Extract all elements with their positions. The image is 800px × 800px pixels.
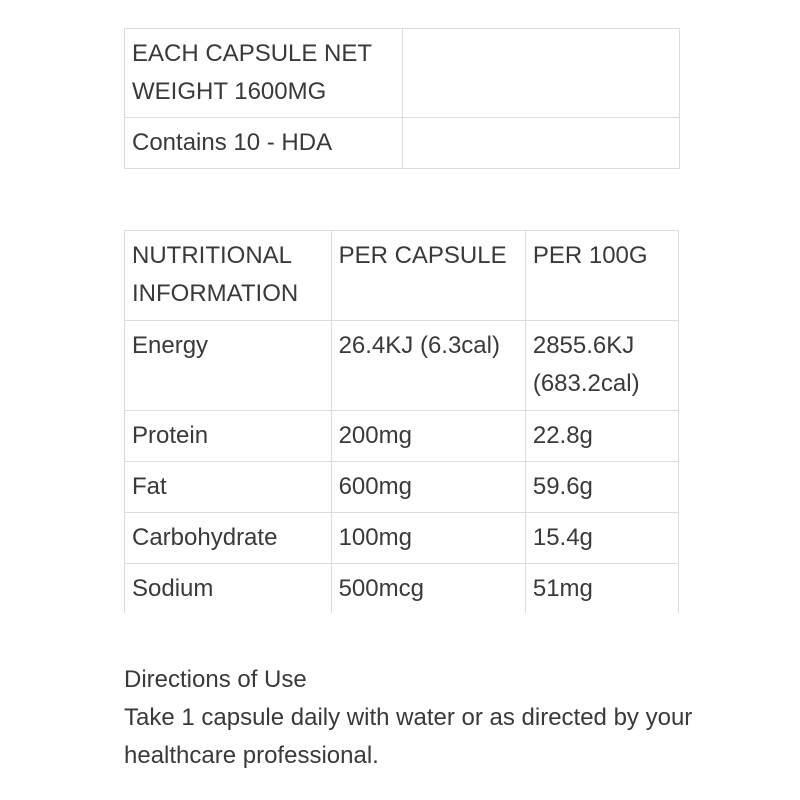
- net-weight-cell: EACH CAPSULE NET WEIGHT 1600MG: [125, 29, 403, 118]
- per-100g-value: 51mg: [525, 564, 678, 614]
- nutrition-table: [124, 230, 679, 613]
- hda-content-cell: Contains 10 - HDA: [125, 118, 403, 169]
- per-capsule-value: 26.4KJ (6.3cal): [331, 321, 525, 411]
- nutrition-table-scroll-container[interactable]: [124, 230, 679, 613]
- per-capsule-value: 200mg: [331, 411, 525, 462]
- table-row: [125, 564, 679, 614]
- empty-cell: [403, 29, 680, 118]
- header-per-capsule: PER CAPSULE: [331, 231, 525, 321]
- per-capsule-value: 100mg: [331, 513, 525, 564]
- directions-heading: Directions of Use: [124, 666, 307, 693]
- directions-section: [124, 661, 704, 775]
- nutrient-name: Sodium: [125, 564, 332, 614]
- table-row: [125, 118, 680, 169]
- empty-cell: [403, 118, 680, 169]
- energy-kj: 2855.6KJ: [532, 332, 635, 359]
- per-capsule-value: 600mg: [331, 462, 525, 513]
- directions-text: Take 1 capsule daily with water or as directed by your healthcare professional.: [124, 704, 693, 769]
- table-row: [125, 321, 679, 411]
- header-per-100g: PER 100G: [525, 231, 678, 321]
- per-100g-value: 22.8g: [525, 411, 678, 462]
- table-row: [125, 462, 679, 513]
- table-row: [125, 29, 680, 118]
- header-nutritional-information: NUTRITIONAL INFORMATION: [125, 231, 332, 321]
- nutrient-name: Energy: [125, 321, 332, 411]
- product-info-table: [124, 28, 680, 169]
- table-header-row: [125, 231, 679, 321]
- energy-cal: (683.2cal): [532, 370, 640, 397]
- table-row: [125, 513, 679, 564]
- nutrient-name: Protein: [125, 411, 332, 462]
- per-capsule-value: 500mcg: [331, 564, 525, 614]
- per-100g-value: 59.6g: [525, 462, 678, 513]
- per-100g-value: [525, 321, 678, 411]
- nutrient-name: Carbohydrate: [125, 513, 332, 564]
- per-100g-value: 15.4g: [525, 513, 678, 564]
- nutrient-name: Fat: [125, 462, 332, 513]
- table-row: [125, 411, 679, 462]
